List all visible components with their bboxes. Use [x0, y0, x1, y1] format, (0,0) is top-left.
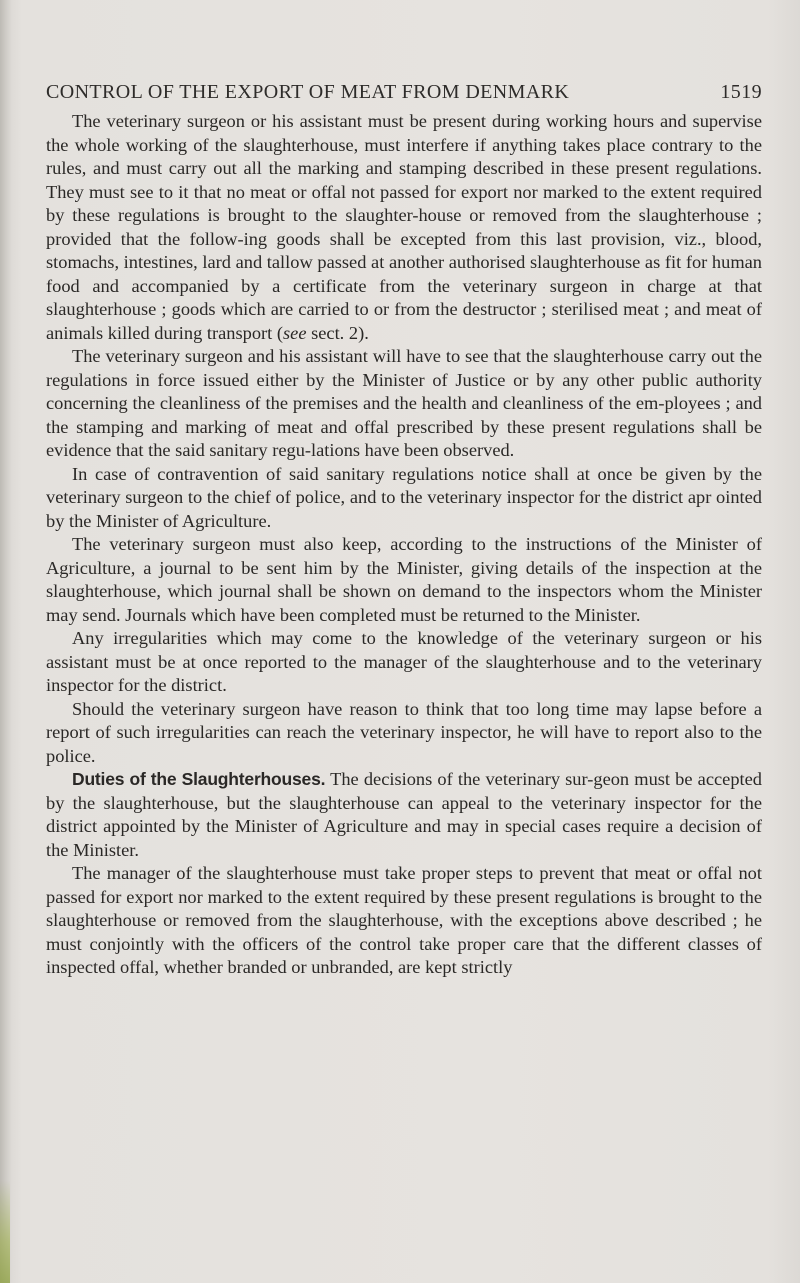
paragraph-manager-duties: The manager of the slaughterhouse must take proper steps to prevent that meat or offal not passed for export nor marked to the extent required by these present regulations is brought to the slaughterhouse or removed from the slaughterhouse, with the exceptions above described ; he must conjointly with the officers of the control take proper care that the different classes of inspected offal, whether branded or unbranded, are kept strictly — [46, 863, 762, 977]
paragraph-text: The decisions of the veterinary sur-geon must be accepted by the slaughterhouse, but the slaughterhouse can appeal to the veterinary inspector for the district appointed by the Minister of Agriculture and may in special cases require a decision of the Minister. — [46, 769, 762, 860]
paragraph-sanitary-regulations: The veterinary surgeon and his assistant will have to see that the slaughterhouse carry out the regulations in force issued either by the Minister of Justice or by any other public authority concerning the cleanliness of the premises and the health and cleanliness of the em-ployees ; and the stamping and marking of meat and offal prescribed by these present regulations shall be evidence that the said sanitary regu-lations have been observed. — [46, 346, 762, 460]
body-text — [46, 110, 762, 980]
page-number: 1519 — [720, 81, 762, 103]
running-header — [46, 81, 762, 111]
paragraph-contravention: In case of contravention of said sanitary regulations notice shall at once be given by the veterinary surgeon to the chief of police, and to the veterinary inspector for the district apr ointed by the Minister of Agriculture. — [46, 463, 762, 531]
paragraph-police-report: Should the veterinary surgeon have reason to think that too long time may lapse before a report of such irregularities can reach the veterinary inspector, he will have to report also to the police. — [46, 698, 762, 766]
paragraph-irregularities: Any irregularities which may come to the knowledge of the veterinary surgeon or his assistant must be at once reported to the manager of the slaughterhouse and to the veterinary inspector for the district. — [46, 628, 762, 695]
paragraph-veterinary-duties — [46, 110, 762, 345]
paragraph-slaughterhouse-duties — [46, 768, 762, 862]
paragraph-text: The veterinary surgeon or his assistant must be present during working hours and supervise the whole working of the slaughterhouse, must interfere if anything takes place contrary to the rules, and must carry out all the marking and stamping described in these present regulations. They must see to it that no meat or offal not passed for export nor marked to the extent required by these regulations is brought to the slaughter-house or removed from the slaughterhouse ; provided that the follow-ing goods shall be excepted from this last provision, viz., blood, stomachs, intestines, lard and tallow passed at another authorised slaughterhouse as fit for human food and accompanied by a certificate from the veterinary surgeon in charge at that slaughterhouse ; goods which are carried to or from the destructor ; sterilised meat ; and meat of animals killed during transport ( — [46, 111, 762, 343]
running-title: CONTROL OF THE EXPORT OF MEAT FROM DENMARK — [46, 81, 570, 103]
section-heading: Duties of the Slaughterhouses. — [72, 769, 326, 789]
paragraph-journal: The veterinary surgeon must also keep, according to the instructions of the Minister of Agriculture, a journal to be sent him by the Minister, giving details of the inspection at the slaughterhouse, which journal shall be shown on demand to the inspectors whom the Minister may send. Journals which have been completed must be returned to the Minister. — [46, 534, 762, 625]
paragraph-text: sect. 2). — [306, 322, 369, 343]
see-reference: see — [283, 322, 307, 343]
